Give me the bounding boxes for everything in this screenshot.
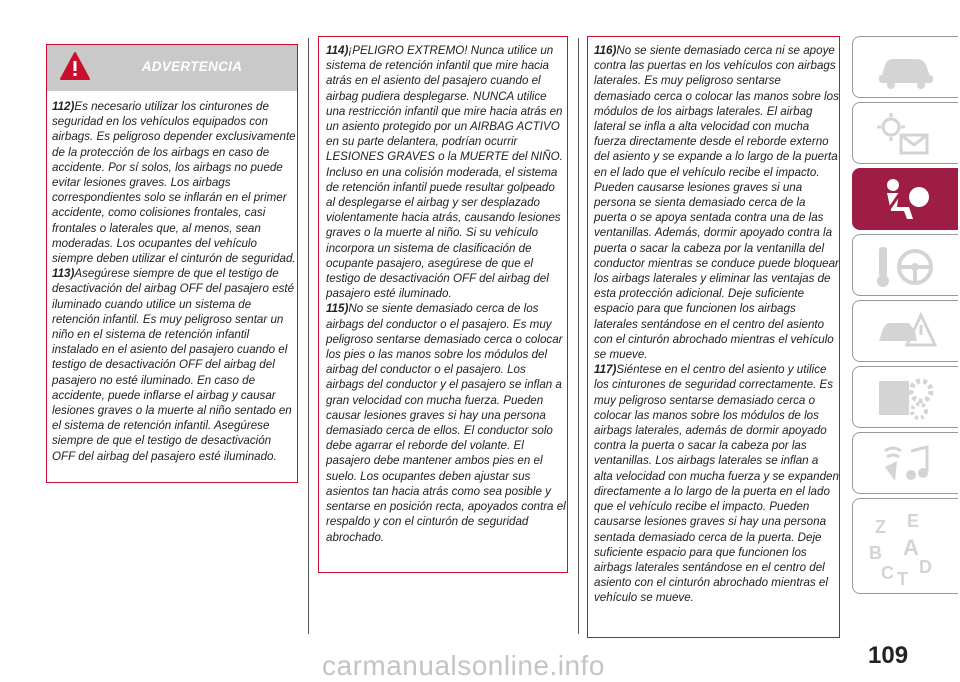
index-letter: A [903,535,919,560]
note-text: Asegúrese siempre de que el testigo de desactivación del airbag OFF del pasajero esté iluminado cuando utilice un sistema de retención infantil. Es muy peligroso sentar un niño en el sistema de retención infantil instalado en el asiento del pasajero cuando el testigo de desactivación OFF del airbag del pasajero no esté iluminado. En caso de accidente, puede inflarse el airbag y causar lesiones graves o la muerte al niño sentado en el sistema de retención infantil. Asegúrese siempre de que el testigo de desactivación OFF del airbag del pasajero esté iluminado. [52,267,295,463]
airbag-safety-icon [875,177,937,223]
note-number: 116) [594,44,617,57]
warning-title: ADVERTENCIA [141,59,243,74]
dashboard-lights-icon [875,111,937,157]
note-115 [326,301,566,544]
warning-text [52,99,296,464]
multimedia-icon [875,441,937,487]
note-text: ¡PELIGRO EXTREMO! Nunca utilice un sistema de retención infantil que mire hacia atrás en el asiento del pasajero cuando el airbag pudiera desplegarse. NUNCA utilice una restricción infantil que mire hacia atrás en un asiento protegido por un AIRBAG ACTIVO en su parte delantera, podrían ocurrir LESIONES GRAVES o la MUERTE del NIÑO. Incluso en una colisión moderada, el sistema de retención infantil puede resultar golpeado al desplegarse el airbag y ser desplazado violentamente hacia atrás, causando lesiones graves o la muerte al niño. Si su vehículo incorpora un sistema de clasificación de ocupante pasajero, asegúrese de que el testigo de desactivación OFF del airbag del pasajero esté iluminado. [326,44,563,301]
maintenance-gears-icon [875,375,937,421]
index-letter: C [881,563,894,583]
note-number: 117) [594,363,617,377]
warning-text [594,43,839,606]
car-emergency-icon [875,309,937,355]
index-letter: Z [875,517,886,537]
note-112 [52,99,296,266]
warning-header [47,45,297,91]
page-number: 109 [868,642,909,669]
note-text: Es necesario utilizar los cinturones de seguridad en los vehículos equipados con airbags. Es peligroso depender exclusivamente de la protección de los airbags en caso de accidente. Por sí solos, los airbags no puede evitar lesiones graves. Los airbags correspondientes solo se inflarán en el primer accidente, como colisiones frontales, casi frontales o laterales que, al menos, sean moderadas. Los ocupantes del vehículo siempre deben utilizar el cinturón de seguridad. [52,100,296,266]
warning-box [318,36,568,573]
index-letter: E [907,511,920,531]
note-number: 112) [52,100,75,113]
tab-multimedia[interactable] [852,432,958,494]
note-114 [326,43,566,301]
key-steering-wheel-icon [875,243,937,289]
warning-box [587,36,840,638]
alphabetical-index-icon [867,509,937,589]
tab-maintenance[interactable] [852,366,958,428]
car-icon [875,45,937,91]
tab-emergency[interactable] [852,300,958,362]
tab-starting-driving[interactable] [852,234,958,296]
note-113 [52,266,296,464]
note-text: Siéntese en el centro del asiento y utilice los cinturones de seguridad correctamente. Es muy peligroso sentarse demasiado cerca o colocar las manos sobre los módulos de los airbags laterales, además de dormir apoyado contra la puerta o sacar la cabeza por las ventanillas. Los airbags laterales se inflan a alta velocidad con mucha fuerza y se expanden directamente a lo largo de la puerta en el lado que el vehículo recibe el impacto. Pueden causarse lesiones graves si hay una persona sentada demasiado cerca de la puerta. Deje suficiente espacio para que funcionen los airbags laterales sentándose en el centro del asiento con el cinturón abrochado mientras el vehículo se mueve. [594,363,839,605]
tab-car[interactable] [852,36,958,98]
watermark: carmanualsonline.info [322,650,605,681]
column-divider [578,38,579,634]
note-117 [594,362,839,605]
warning-box [46,44,298,483]
note-number: 113) [52,267,75,281]
note-text: No se siente demasiado cerca ni se apoye contra las puertas en los vehículos con airbags laterales. Es muy peligroso sentarse demasiado cerca o colocar las manos sobre los módulos de los airbags laterales. El airbag lateral se infla a alta velocidad con mucha fuerza directamente desde el reborde externo del asiento y se expande a lo largo de la puerta en el lado que el vehículo recibe el impacto. Pueden causarse lesiones graves si una persona se sienta demasiado cerca de la puerta o se apoya sentada contra una de las ventanillas. Además, dormir apoyado contra la puerta o sacar la cabeza por la ventanilla del conductor mientras se conduce puede bloquear los airbags laterales y eliminar las ventajas de esta protección adicional. Deje suficiente espacio para que funcionen los airbags laterales sentándose en el centro del asiento con el cinturón abrochado mientras el vehículo se mueve. [594,44,839,362]
note-number: 115) [326,302,349,316]
warning-text [326,43,566,545]
tab-dashboard-lights[interactable] [852,102,958,164]
note-number: 114) [326,44,349,57]
column-divider [308,38,309,634]
tab-safety[interactable] [852,168,958,230]
tab-index[interactable] [852,498,958,594]
index-letter: D [919,557,932,577]
index-letter: B [869,543,882,563]
index-letter: T [897,569,908,589]
note-116 [594,43,839,362]
note-text: No se siente demasiado cerca de los airbags del conductor o el pasajero. Es muy peligroso sentarse demasiado cerca o colocar los pies o las manos sobre los módulos del airbag del conductor o el pasajero. Los airbags del conductor y el pasajero se inflan a gran velocidad con mucha fuerza. Pueden causar lesiones graves si hay una persona demasiado cerca de ellos. El conductor solo debe agarrar el reborde del volante. El pasajero debe mantener ambos pies en el suelo. Los ocupantes deben ajustar sus asientos tan hacia atrás como sea posible y sentarse en posición recta, apoyados contra el respaldo y con el cinturón de seguridad abrochado. [326,302,566,544]
